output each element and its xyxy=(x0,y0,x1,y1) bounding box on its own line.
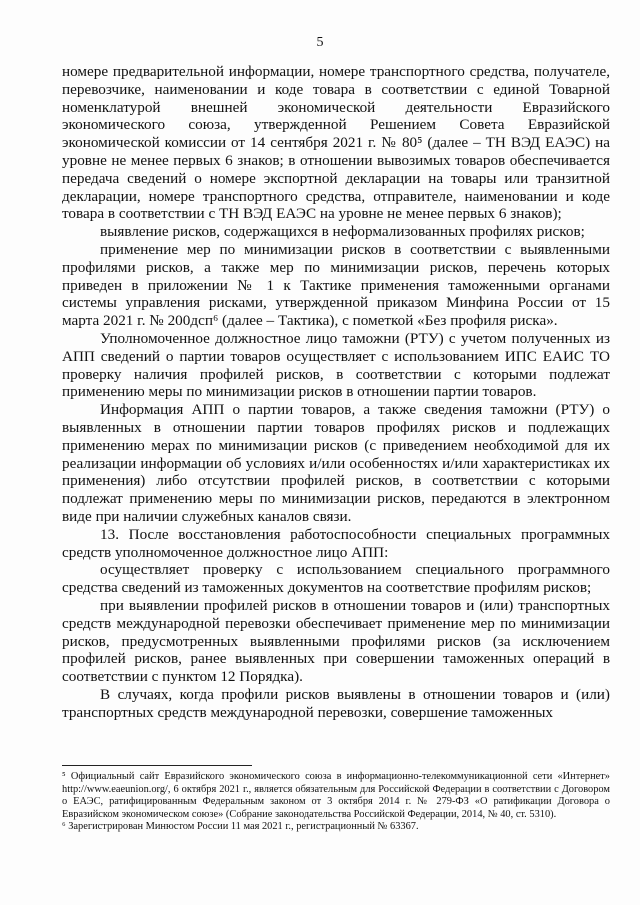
main-text xyxy=(62,63,610,721)
paragraph-item-13: 13. После восстановления работоспособности специальных программных средств уполномоченное должностное лицо АПП: xyxy=(62,525,610,561)
footnote-divider xyxy=(62,765,252,766)
paragraph-verification: осуществляет проверку с использованием специального программного средства сведений из таможенных документов на соответствие профилям рисков; xyxy=(62,561,610,597)
paragraph-app-information: Информация АПП о партии товаров, а также сведения таможни (РТУ) о выявленных в отношении партии товаров профилях рисков и подлежащих применению мерах по минимизации рисков (с приведением необходимой для их реализации информации об условиях и/или особенностях и/или характеристиках их применения) либо отсутствии профилей рисков, в соответствии с которыми подлежат применению меры по минимизации рисков, передаются в электронном виде при наличии служебных каналов связи. xyxy=(62,401,610,525)
paragraph-customs-officer-check: Уполномоченное должностное лицо таможни (РТУ) с учетом полученных из АПП сведений о партии товаров осуществляет с использованием ИПС ЕАИС ТО проверку наличия профилей рисков, в соответствии с которыми подлежат применению меры по минимизации рисков в отношении партии товаров. xyxy=(62,329,610,401)
paragraph-risk-detection: выявление рисков, содержащихся в неформализованных профилях рисков; xyxy=(100,223,585,241)
footnote-6: ⁶ Зарегистрирован Минюстом России 11 мая 2021 г., регистрационный № 63367. xyxy=(62,821,419,833)
paragraph-continuation: номере предварительной информации, номере транспортного средства, получателе, перевозчике, наименовании и коде товара в соответствии с единой Товарной номенклатурой внешней экономической деятельности Евразийского экономического союза, утвержденной Решением Совета Евразийской экономической комиссии от 14 сентября 2021 г. № 80⁵ (далее – ТН ВЭД ЕАЭС) на уровне не менее первых 6 знаков; в отношении вывозимых товаров обеспечивается передача сведений о номере экспортной декларации на товары или транзитной декларации, номере транспортного средства, отправителе, наименовании и коде товара в соответствии с ТН ВЭД ЕАЭС на уровне не менее первых 6 знаков); xyxy=(62,63,610,223)
paragraph-risk-measures: применение мер по минимизации рисков в соответствии с выявленными профилями рисков, а также мер по минимизации рисков, перечень которых приведен в приложении № 1 к Тактике применения таможенными органами системы управления рисками, утвержденной приказом Минфина России от 15 марта 2021 г. № 200дсп⁶ (далее – Тактика), с пометкой «Без профиля риска». xyxy=(62,240,610,330)
footnote-5: ⁵ Официальный сайт Евразийского экономического союза в информационно-телекоммуникационной сети «Интернет» http://www.eaeunion.org/, 6 октября 2021 г., является обязательным для Российской Федерации в соответствии с Договором о ЕАЭС, ратифицированным Федеральным законом от 3 октября 2014 г. № 279-ФЗ «О ратификации Договора о Евразийском экономическом союзе» (Собрание законодательства Российской Федерации, 2014, № 40, ст. 5310). xyxy=(62,771,610,820)
paragraph-cases: В случаях, когда профили рисков выявлены в отношении товаров и (или) транспортных средств международной перевозки, совершение таможенных xyxy=(62,685,610,721)
page-number: 5 xyxy=(316,35,324,50)
footnotes xyxy=(62,771,610,834)
paragraph-risk-profiles-found: при выявлении профилей рисков в отношении товаров и (или) транспортных средств международной перевозки обеспечивает применение мер по минимизации рисков, предусмотренных выявленными профилями рисков (за исключением профилей рисков, ранее выявленных при совершении таможенных операций в соответствии с пунктом 12 Порядка). xyxy=(62,596,610,686)
